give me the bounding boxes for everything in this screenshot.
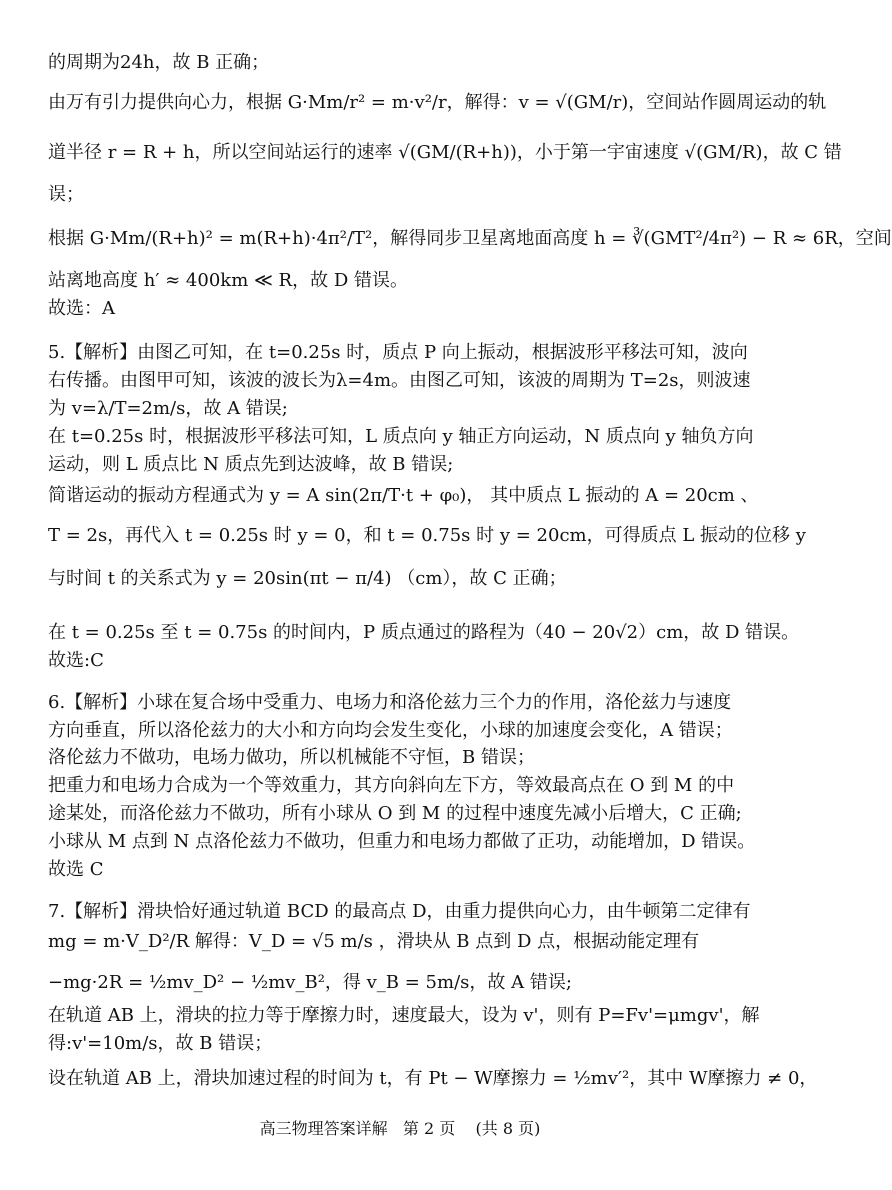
text-line: 根据 G·Mm/(R+h)² = m(R+h)·4π²/T²，解得同步卫星离地面高度 h = ∛(GMT²/4π²) − R ≈ 6R，空间 [48, 228, 892, 249]
text-line: mg = m·V_D²/R 解得：V_D = √5 m/s ，滑块从 B 点到 D 点，根据动能定理有 [48, 931, 700, 952]
text-line: 右传播。由图甲可知，该波的波长为λ=4m。由图乙可知，该波的周期为 T=2s，则波速 [48, 370, 751, 391]
text-line: −mg·2R = ½mv_D² − ½mv_B²，得 v_B = 5m/s，故 A 错误; [48, 972, 572, 993]
text-line: T = 2s，再代入 t = 0.25s 时 y = 0，和 t = 0.75s 时 y = 20cm，可得质点 L 振动的位移 y [48, 525, 806, 546]
text-line: 故选:C [48, 650, 104, 671]
page-footer: 高三物理答案详解 第 2 页 (共 8 页) [259, 1119, 541, 1138]
text-line: 得:v'=10m/s，故 B 错误； [48, 1033, 273, 1054]
text-line: 误； [48, 184, 84, 205]
text-line: 的周期为24h，故 B 正确； [48, 52, 270, 73]
text-line: 方向垂直，所以洛伦兹力的大小和方向均会发生变化，小球的加速度会变化，A 错误； [48, 720, 733, 741]
text-line: 站离地高度 h′ ≈ 400km ≪ R，故 D 错误。 [48, 270, 408, 291]
text-line: 在 t=0.25s 时，根据波形平移法可知，L 质点向 y 轴正方向运动，N 质点向 y 轴负方向 [48, 426, 754, 447]
text-line: 故选 C [48, 859, 104, 880]
text-line: 7.【解析】滑块恰好通过轨道 BCD 的最高点 D，由重力提供向心力，由牛顿第二定律有 [48, 901, 751, 922]
text-line: 为 v=λ/T=2m/s，故 A 错误; [48, 398, 288, 419]
text-line: 在 t = 0.25s 至 t = 0.75s 的时间内，P 质点通过的路程为（40 − 20√2）cm，故 D 错误。 [48, 622, 800, 643]
text-line: 道半径 r = R + h，所以空间站运行的速率 √(GM/(R+h))，小于第一宇宙速度 √(GM/R)，故 C 错 [48, 142, 842, 163]
text-line: 在轨道 AB 上，滑块的拉力等于摩擦力时，速度最大，设为 v'，则有 P=Fv'=μmgv'，解 [48, 1005, 760, 1026]
text-line: 把重力和电场力合成为一个等效重力，其方向斜向左下方，等效最高点在 O 到 M 的中 [48, 775, 735, 796]
text-line: 设在轨道 AB 上，滑块加速过程的时间为 t，有 Pt − W摩擦力 = ½mv′²，其中 W摩擦力 ≠ 0， [48, 1068, 818, 1089]
text-line: 5.【解析】由图乙可知，在 t=0.25s 时，质点 P 向上振动，根据波形平移法可知，波向 [48, 342, 748, 363]
text-line: 故选：A [48, 298, 115, 319]
text-line: 与时间 t 的关系式为 y = 20sin(πt − π/4) （cm），故 C 正确； [48, 568, 567, 589]
text-line: 6.【解析】小球在复合场中受重力、电场力和洛伦兹力三个力的作用，洛伦兹力与速度 [48, 692, 732, 713]
text-line: 途某处，而洛伦兹力不做功，所有小球从 O 到 M 的过程中速度先减小后增大，C 正确; [48, 803, 742, 824]
text-line: 小球从 M 点到 N 点洛伦兹力不做功，但重力和电场力都做了正功，动能增加，D 错误。 [48, 831, 756, 852]
text-line: 运动，则 L 质点比 N 质点先到达波峰，故 B 错误; [48, 454, 454, 475]
text-line: 洛伦兹力不做功，电场力做功，所以机械能不守恒，B 错误； [48, 747, 535, 768]
text-line: 由万有引力提供向心力，根据 G·Mm/r² = m·v²/r，解得：v = √(GM/r)，空间站作圆周运动的轨 [48, 92, 827, 113]
text-line: 简谐运动的振动方程通式为 y = A sin(2π/T·t + φ₀)， 其中质点 L 振动的 A = 20cm 、 [48, 485, 759, 506]
